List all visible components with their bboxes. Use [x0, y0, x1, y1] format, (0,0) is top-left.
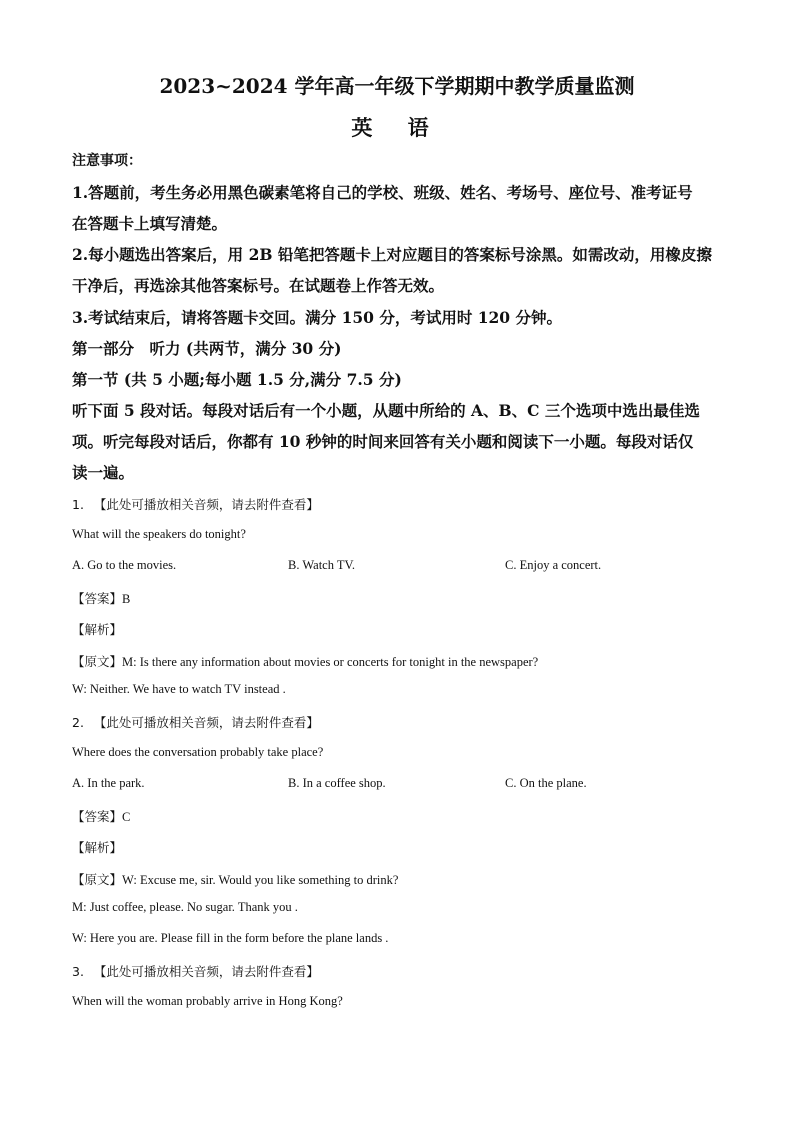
transcript-label: 【原文】 — [72, 872, 123, 887]
question-1-analysis-label: 【解析】 — [72, 622, 123, 637]
transcript-text: M: Is there any information about movies or concerts for tonight in the newspaper? — [122, 655, 539, 669]
instructions-line-3: 读一遍。 — [72, 463, 135, 482]
question-2-transcript-line-1 — [72, 869, 398, 888]
question-number: 3. — [72, 964, 84, 979]
question-2-transcript-line-3: W: Here you are. Please fill in the form before the plane lands . — [72, 931, 389, 945]
question-1-option-b: B. Watch TV. — [288, 558, 356, 572]
transcript-text: W: Excuse me, sir. Would you like something to drink? — [122, 873, 399, 887]
note-item-1-line-2: 在答题卡上填写清楚。 — [72, 214, 228, 233]
question-1-option-a: A. Go to the movies. — [72, 558, 177, 572]
part-1-heading: 第一部分 听力 (共两节，满分 30 分) — [72, 339, 342, 358]
transcript-label: 【原文】 — [72, 654, 123, 669]
question-2-answer — [72, 806, 130, 825]
question-2-analysis-label: 【解析】 — [72, 840, 123, 855]
answer-label: 【答案】 — [72, 591, 123, 606]
question-1-text: What will the speakers do tonight? — [72, 527, 246, 541]
question-1-transcript-line-1 — [72, 651, 538, 670]
instructions-line-2: 项。听完每段对话后，你都有 10 秒钟的时间来回答有关小题和阅读下一小题。每段对话仅 — [72, 432, 694, 451]
question-2-option-c: C. On the plane. — [505, 776, 587, 790]
section-1-heading: 第一节 (共 5 小题;每小题 1.5 分,满分 7.5 分) — [72, 370, 402, 389]
question-2-option-a: A. In the park. — [72, 776, 145, 790]
question-3-text: When will the woman probably arrive in Hong Kong? — [72, 994, 343, 1008]
question-number: 2. — [72, 715, 84, 730]
question-number: 1. — [72, 497, 84, 512]
note-item-2-line-1: 2.每小题选出答案后，用 2B 铅笔把答题卡上对应题目的答案标号涂黑。如需改动，用橡皮擦 — [72, 245, 712, 264]
exam-subject: 英 语 — [351, 115, 443, 140]
question-1-header — [72, 495, 319, 513]
notes-heading: 注意事项： — [72, 153, 142, 169]
answer-value: B — [122, 592, 131, 606]
note-item-3: 3.考试结束后，请将答题卡交回。满分 150 分，考试用时 120 分钟。 — [72, 308, 562, 327]
question-1-answer — [72, 588, 130, 607]
audio-note[interactable]: 【此处可播放相关音频，请去附件查看】 — [93, 497, 319, 512]
question-2-header — [72, 713, 319, 731]
audio-note[interactable]: 【此处可播放相关音频，请去附件查看】 — [93, 964, 319, 979]
answer-value: C — [122, 810, 131, 824]
note-item-1-line-1: 1.答题前，考生务必用黑色碳素笔将自己的学校、班级、姓名、考场号、座位号、准考证号 — [72, 183, 693, 202]
question-3-header — [72, 962, 319, 980]
question-2-transcript-line-2: M: Just coffee, please. No sugar. Thank you . — [72, 900, 298, 914]
question-2-text: Where does the conversation probably take place? — [72, 745, 324, 759]
instructions-line-1: 听下面 5 段对话。每段对话后有一个小题，从题中所给的 A、B、C 三个选项中选出最佳选 — [72, 401, 700, 420]
note-item-2-line-2: 干净后，再选涂其他答案标号。在试题卷上作答无效。 — [72, 276, 445, 295]
audio-note[interactable]: 【此处可播放相关音频，请去附件查看】 — [93, 715, 319, 730]
question-1-transcript-line-2: W: Neither. We have to watch TV instead . — [72, 682, 286, 696]
answer-label: 【答案】 — [72, 809, 123, 824]
question-2-option-b: B. In a coffee shop. — [288, 776, 386, 790]
exam-title: 2023~2024 学年高一年级下学期期中教学质量监测 — [159, 74, 635, 98]
question-1-option-c: C. Enjoy a concert. — [505, 558, 602, 572]
